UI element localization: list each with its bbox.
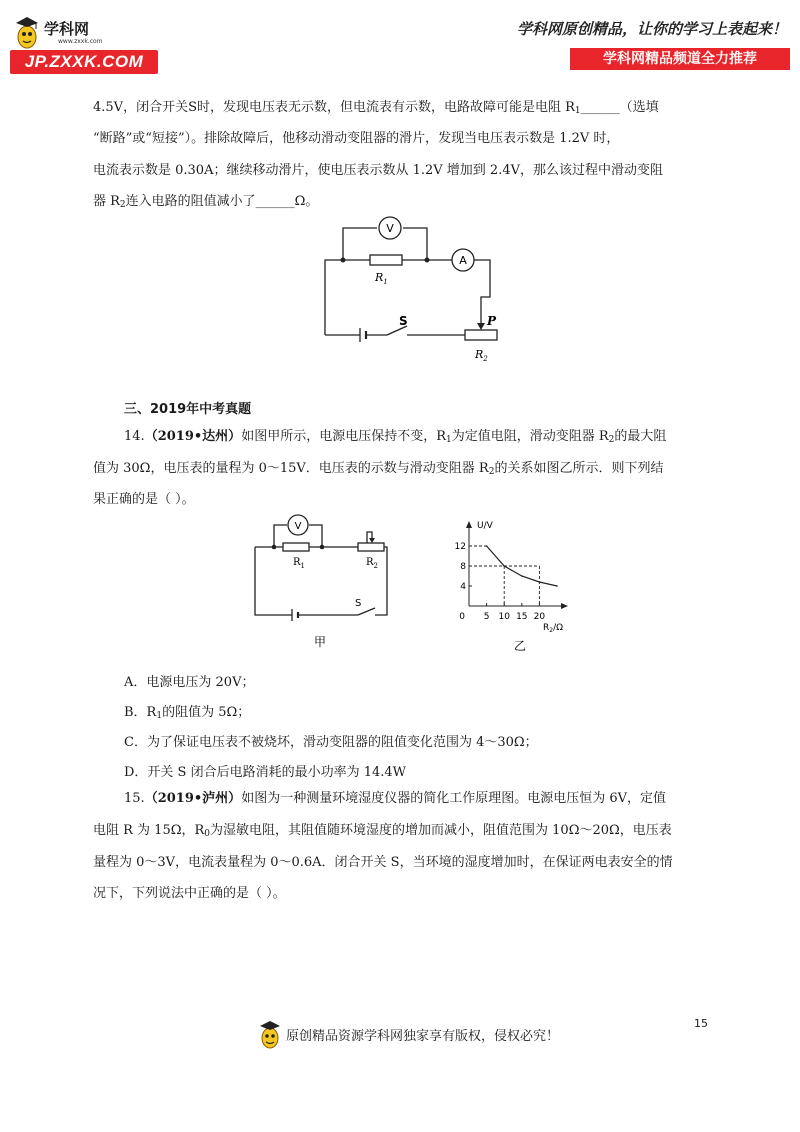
footer-mascot-icon [258, 1018, 282, 1050]
text-line: 量程为 0～3V，电流表量程为 0～0.6A．闭合开关 S，当环境的湿度增加时，在保证两电表安全的情 [93, 855, 673, 870]
rheostat-r2-icon [358, 543, 384, 551]
text-span: 为湿敏电阻，其阻值随环境湿度的增加而减小，阻值范围为 10Ω～20Ω，电压表 [210, 823, 672, 838]
page-number: 15 [694, 1017, 708, 1030]
text-span: 4.5V，闭合开关S时，发现电压表无示数，但电流表有示数，电路故障可能是电阻 R [93, 100, 575, 115]
x-tick-label: 5 [483, 612, 490, 622]
option-a: A．电源电压为 20V； [124, 675, 255, 690]
text-line: 果正确的是（ ）。 [93, 492, 195, 507]
header [0, 0, 800, 80]
voltmeter-label: V [294, 521, 302, 532]
text-span: 连入电路的阻值减小了______Ω。 [125, 194, 319, 209]
resistor-r1-label: $R_1$ [375, 271, 388, 286]
text-span: 的关系如图乙所示．则下列结 [494, 461, 664, 476]
junction-dot [320, 545, 325, 550]
text-line [93, 93, 659, 126]
option-c: C．为了保证电压表不被烧坏，滑动变阻器的阻值变化范围为 4～30Ω； [124, 735, 538, 750]
x-tick-label: 10 [498, 612, 510, 622]
voltage-resistance-graph [455, 518, 580, 658]
section-title: 三、2019年中考真题 [124, 402, 252, 417]
text-span: 如图甲所示，电源电压保持不变，R [241, 429, 446, 444]
text-line [124, 784, 666, 813]
x-axis-label: $R_2/\Omega$ [543, 623, 564, 634]
junction-dot [272, 545, 277, 550]
text-span: 器 R [93, 194, 120, 209]
slider-label: P [487, 314, 497, 328]
slider-arrow-icon [477, 323, 485, 330]
circuit-diagram-1 [315, 215, 515, 375]
header-banner: 学科网精品频道全力推荐 [570, 48, 790, 70]
question-number: 14. [124, 429, 145, 444]
rheostat-r2-icon [465, 330, 497, 340]
text-line: “断路”或“短接”）。排除故障后，他移动滑动变阻器的滑片，发现当电压表示数是 1.2V 时， [93, 131, 620, 146]
x-axis-arrow-icon [561, 603, 568, 609]
y-axis-arrow-icon [466, 521, 472, 528]
logo-url-bar[interactable]: JP.ZXXK.COM [10, 50, 158, 74]
rheostat-r2-label: $R_2$ [475, 348, 488, 363]
switch-label: S [355, 598, 362, 609]
text-span: 的最大阻 [614, 429, 667, 444]
subscript: 1 [156, 711, 163, 721]
resistor-r1-label: $R_1$ [293, 557, 305, 570]
switch-label: S [399, 314, 408, 328]
resistor-r1-icon [283, 543, 309, 551]
text-line [93, 816, 672, 849]
x-tick-label: 20 [533, 612, 546, 622]
resistor-r1-icon [370, 255, 402, 265]
subscript: 2 [488, 467, 495, 477]
y-axis-label: U/V [477, 521, 493, 531]
origin-label: 0 [459, 612, 465, 622]
figure-caption-yi: 乙 [513, 639, 527, 653]
subscript: 0 [204, 829, 211, 839]
text-line [93, 187, 318, 220]
footer [258, 1018, 598, 1050]
x-tick-label: 15 [516, 612, 528, 622]
subscript: 2 [608, 435, 615, 445]
ammeter-label: A [459, 254, 467, 267]
slider-arrow-icon [369, 538, 375, 543]
data-point [486, 545, 488, 547]
subscript: 1 [445, 435, 452, 445]
question-source: （2019•泸州） [144, 791, 242, 806]
footer-text: 原创精品资源学科网独家享有版权，侵权必究！ [286, 1029, 560, 1044]
text-span: 如图为一种测量环境湿度仪器的简化工作原理图。电源电压恒为 6V，定值 [241, 791, 666, 806]
circuit-diagram-2 [250, 512, 430, 657]
y-tick-label: 12 [455, 542, 466, 552]
option-d: D．开关 S 闭合后电路消耗的最小功率为 14.4W [124, 765, 407, 780]
figure-caption-jia: 甲 [313, 635, 327, 649]
voltmeter-label: V [386, 222, 394, 235]
rheostat-r2-label: $R_2$ [366, 557, 378, 570]
option-b [124, 703, 250, 726]
question-source: （2019•达州） [144, 429, 242, 444]
text-span: 为定值电阻，滑动变阻器 R [451, 429, 609, 444]
y-tick-label: 4 [460, 582, 466, 592]
logo-site: www.zxxk.com [58, 38, 103, 45]
data-point [556, 585, 558, 587]
data-point [503, 565, 505, 567]
subscript: 1 [574, 106, 581, 116]
text-span: 的阻值为 5Ω； [162, 705, 251, 720]
logo-name: 学科网 [44, 20, 90, 38]
subscript: 2 [119, 200, 126, 210]
y-tick-label: 8 [460, 562, 466, 572]
text-line: 电流表示数是 0.30A；继续移动滑片，使电压表示数从 1.2V 增加到 2.4V，那么该过程中滑动变阻 [93, 163, 663, 178]
text-span: 值为 30Ω，电压表的量程为 0～15V．电压表的示数与滑动变阻器 R [93, 461, 489, 476]
text-line [124, 422, 666, 455]
data-point [521, 575, 523, 577]
logo-mascot-icon [14, 14, 40, 50]
text-span: ______（选填 [580, 100, 659, 115]
text-span: B．R [124, 705, 157, 720]
header-slogan: 学科网原创精品，让你的学习上表起来！ [517, 20, 788, 38]
data-point [539, 581, 541, 583]
text-line [93, 454, 663, 487]
text-span: 电阻 R 为 15Ω，R [93, 823, 205, 838]
junction-dot [341, 258, 346, 263]
junction-dot [425, 258, 430, 263]
question-number: 15. [124, 791, 145, 806]
text-line: 况下，下列说法中正确的是（ ）。 [93, 886, 286, 901]
